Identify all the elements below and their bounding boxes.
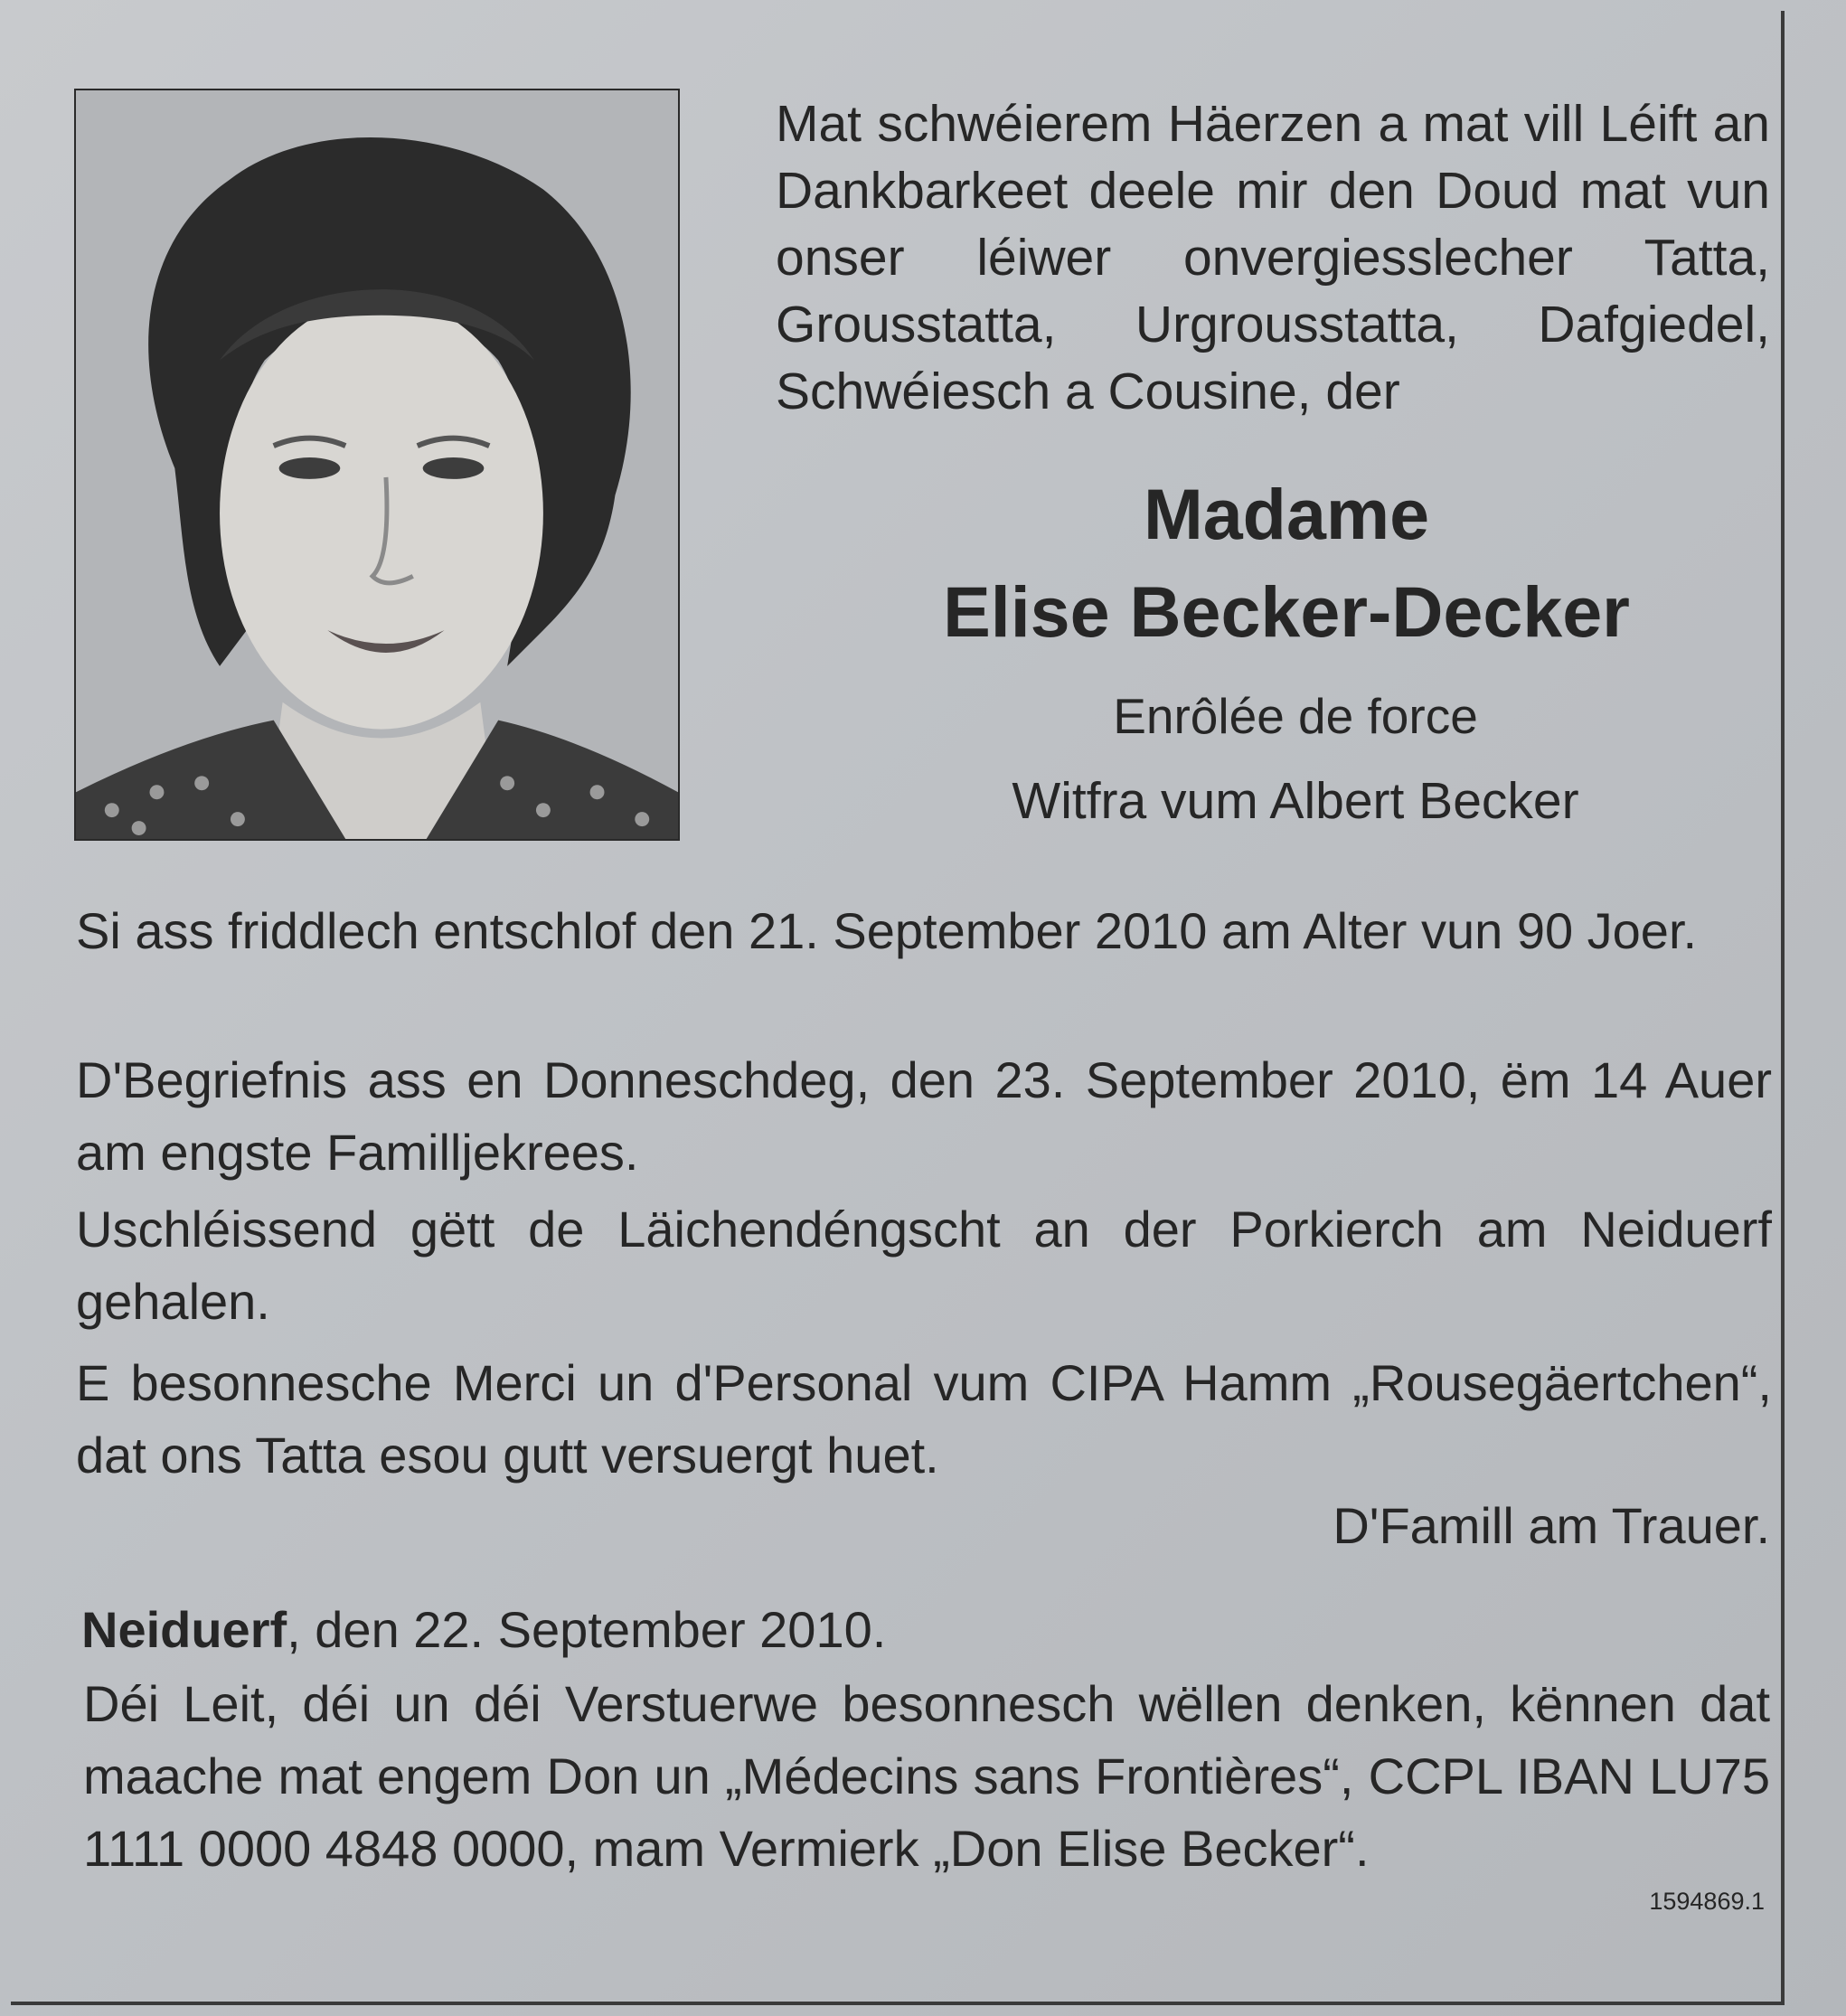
intro-text: Mat schwéierem Häerzen a mat vill Léift an Dankbarkeet deele mir den Doud mat vun onser léiwer onvergiesslecher Tatta, Grousstatta, Urgrousstatta, Dafgiedel, Schwéiesch a Cousine, der bbox=[776, 95, 1770, 420]
paragraph-death: Si ass friddlech entschlof den 21. September 2010 am Alter vun 90 Joer. bbox=[76, 902, 1698, 959]
deceased-name bbox=[776, 466, 1797, 661]
reference-number: 1594869.1 bbox=[1649, 1888, 1765, 1915]
donation-text: Déi Leit, déi un déi Verstuerwe besonnesch wëllen denken, kënnen dat maache mat engem Don un „Médecins sans Frontières“, CCPL IBAN LU75 1111 0000 4848 0000, mam Vermierk „Don Elise Becker“. bbox=[83, 1675, 1770, 1877]
paragraph-thanks: E besonnesche Merci un d'Personal vum CIPA Hamm „Rousegäertchen“, dat ons Tatta esou gutt versuergt huet. bbox=[76, 1354, 1772, 1484]
paragraph-funeral: D'Begriefnis ass en Donneschdeg, den 23. September 2010, ëm 14 Auer am engste Familljekrees. bbox=[76, 1051, 1772, 1181]
paragraph-service: Uschléissend gëtt de Läichendéngscht an der Porkierch am Neiduerf gehalen. bbox=[76, 1201, 1772, 1330]
place-name: Neiduerf bbox=[81, 1601, 287, 1658]
family-signature: D'Famill am Trauer. bbox=[1333, 1497, 1770, 1554]
portrait-photo bbox=[74, 89, 680, 841]
portrait-image bbox=[76, 90, 678, 839]
name-title: Madame bbox=[1143, 474, 1430, 554]
subtitle-widow: Witfra vum Albert Becker bbox=[1012, 772, 1579, 830]
subtitle-enrolee: Enrôlée de force bbox=[1113, 688, 1478, 744]
place-date-text: , den 22. September 2010. bbox=[287, 1601, 887, 1658]
name-full: Elise Becker-Decker bbox=[943, 571, 1630, 652]
place-date bbox=[81, 1600, 886, 1659]
